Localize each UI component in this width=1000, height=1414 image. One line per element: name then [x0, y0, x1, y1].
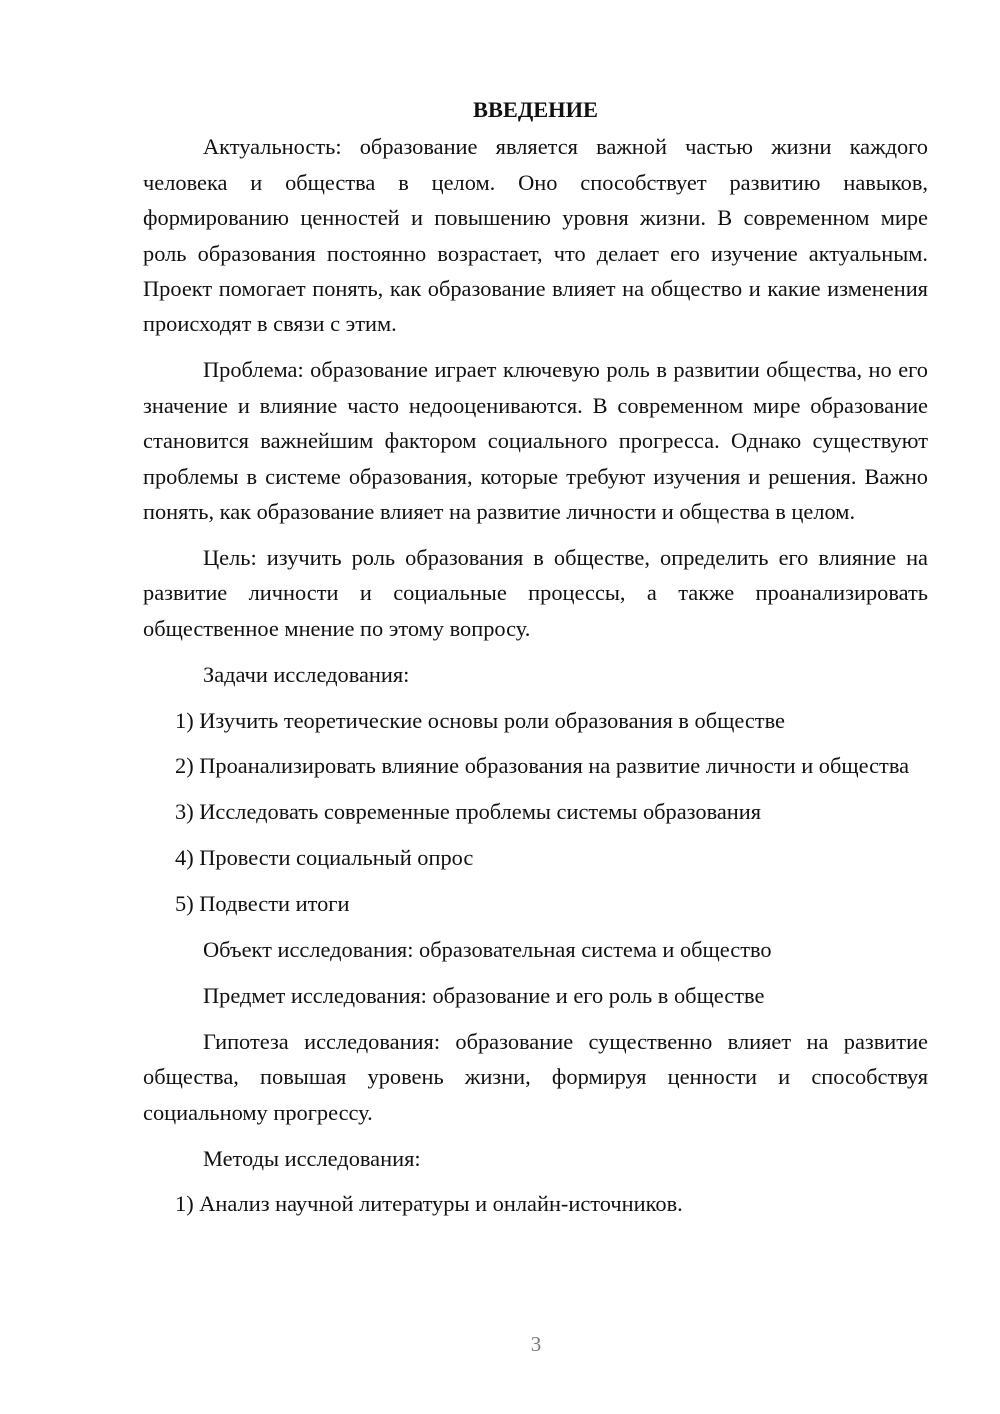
task-item-5: 5) Подвести итоги	[175, 891, 350, 917]
task-item-3: 3) Исследовать современные проблемы системы образования	[175, 799, 762, 825]
goal-paragraph: Цель: изучить роль образования в обществе, определить его влияние на развитие личности и социальные процессы, а также проанализировать общественное мнение по этому вопросу.	[143, 544, 928, 641]
research-hypothesis: Гипотеза исследования: образование существенно влияет на развитие общества, повышая уровень жизни, формируя ценности и способствуя социальному прогрессу.	[143, 1028, 928, 1125]
document-body	[143, 92, 928, 1232]
page-number: 3	[530, 1332, 542, 1356]
methods-heading: Методы исследования:	[203, 1145, 421, 1171]
section-title: ВВЕДЕНИЕ	[473, 97, 598, 122]
task-item-4: 4) Провести социальный опрос	[175, 845, 474, 871]
research-object: Объект исследования: образовательная система и общество	[203, 937, 772, 963]
task-item-1: 1) Изучить теоретические основы роли образования в обществе	[175, 707, 785, 733]
problem-paragraph: Проблема: образование играет ключевую роль в развитии общества, но его значение и влияние часто недооцениваются. В современном мире образование становится важнейшим фактором социального прогресса. Однако существуют проблемы в системе образования, которые требуют изучения и решения. Важно понять, как образование влияет на развитие личности и общества в целом.	[143, 357, 928, 524]
task-item-2: 2) Проанализировать влияние образования на развитие личности и общества	[175, 753, 910, 779]
research-subject: Предмет исследования: образование и его роль в обществе	[203, 982, 765, 1008]
tasks-heading: Задачи исследования:	[203, 661, 410, 687]
method-item-1: 1) Анализ научной литературы и онлайн-источников.	[175, 1191, 683, 1217]
relevance-paragraph: Актуальность: образование является важной частью жизни каждого человека и общества в целом. Оно способствует развитию навыков, формированию ценностей и повышению уровня жизни. В современном мире роль образования постоянно возрастает, что делает его изучение актуальным. Проект помогает понять, как образование влияет на общество и какие изменения происходят в связи с этим.	[143, 134, 928, 337]
